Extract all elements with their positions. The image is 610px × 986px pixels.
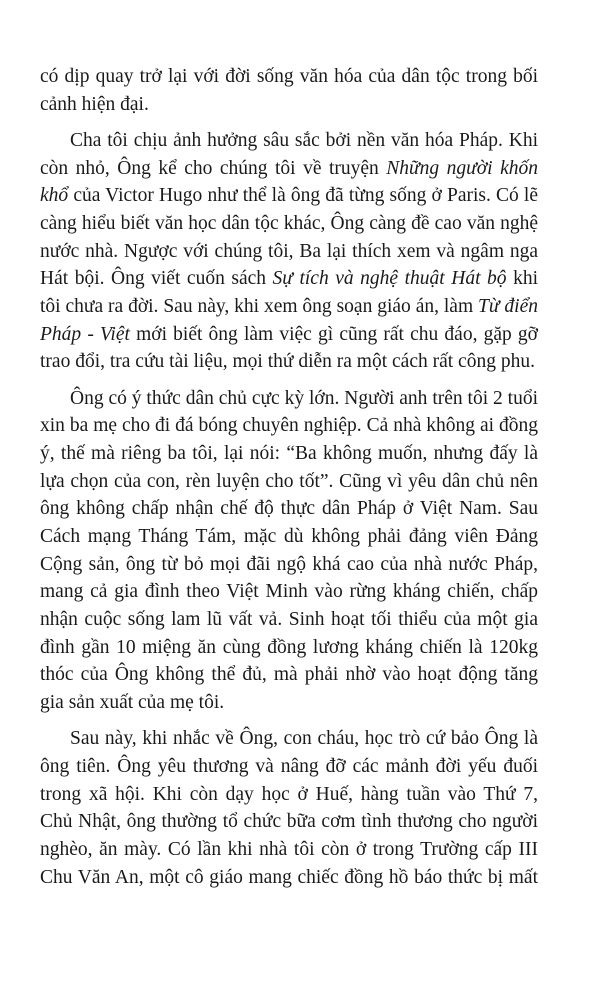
text-line (40, 265, 538, 293)
text-line (40, 348, 538, 376)
body-text: Cộng sản, ông từ bỏ mọi đãi ngộ khá cao của nhà nước Pháp, (40, 553, 538, 575)
book-page-body (40, 63, 538, 900)
text-line (40, 412, 538, 440)
text-line (40, 127, 538, 155)
italic-title-text: Sự tích và nghệ thuật Hát bộ (272, 268, 507, 290)
body-text: đình gần 10 miệng ăn cùng đồng lương kháng chiến là 120kg (40, 636, 538, 658)
body-text: Sau này, khi nhắc về Ông, con cháu, học trò cứ bảo Ông là (70, 728, 538, 750)
text-line (40, 238, 538, 266)
body-text: ý, thế mà riêng ba tôi, lại nói: “Ba không muốn, nhưng đấy là (40, 442, 538, 464)
body-text: mang cả gia đình theo Việt Minh vào rừng kháng chiến, chấp (40, 581, 538, 603)
body-text: ông không chấp nhận chế độ thực dân Pháp ở Việt Nam. Sau (40, 498, 538, 520)
body-text: Cha tôi chịu ảnh hưởng sâu sắc bởi nền văn hóa Pháp. Khi (70, 129, 538, 151)
body-text: Cách mạng Tháng Tám, mặc dù không phải đảng viên Đảng (40, 526, 538, 547)
body-text: gia sản xuất của mẹ tôi. (40, 692, 225, 714)
body-text: Hát bội. Ông viết cuốn sách (40, 268, 273, 290)
body-text: nước nhà. Ngược với chúng tôi, Ba lại thích xem và ngâm nga (40, 240, 538, 262)
body-text: Ông có ý thức dân chủ cực kỳ lớn. Người anh trên tôi 2 tuổi (70, 387, 538, 409)
body-text: càng hiểu biết văn học dân tộc khác, Ông càng đề cao văn nghệ (40, 212, 538, 234)
text-line (40, 836, 538, 864)
text-line (40, 661, 538, 689)
body-text: còn nhỏ, Ông kể cho chúng tôi về truyện (40, 157, 387, 179)
text-line (40, 753, 538, 781)
body-text: có dịp quay trở lại với đời sống văn hóa của dân tộc trong bối (40, 66, 538, 87)
text-line (40, 781, 538, 809)
body-text: của Victor Hugo như thể là ông đã từng sống ở Paris. Có lẽ (68, 185, 538, 207)
body-text: khi (506, 268, 539, 290)
italic-title-text: Từ điển (478, 296, 539, 317)
italic-title-text: khổ (40, 185, 69, 207)
text-line (40, 468, 538, 496)
body-text: mới biết ông làm việc gì cũng rất chu đáo, gặp gỡ (129, 323, 538, 345)
paragraph (40, 127, 538, 376)
italic-title-text: Những người khốn (386, 157, 538, 179)
body-text: ông tiên. Ông yêu thương và nâng đỡ các mảnh đời yếu đuối (40, 756, 538, 777)
body-text: cảnh hiện đại. (40, 93, 149, 115)
paragraph (40, 385, 538, 717)
paragraph (40, 63, 538, 118)
body-text: tôi chưa ra đời. Sau này, khi xem ông soạn giáo án, làm (40, 296, 479, 317)
italic-title-text: Pháp - Việt (40, 323, 130, 345)
text-line (40, 91, 538, 119)
text-line (40, 634, 538, 662)
body-text: lựa chọn của con, rèn luyện cho tốt”. Cũng vì yêu dân chủ nên (40, 470, 538, 492)
text-line (40, 523, 538, 551)
body-text: thóc của Ông không thể đủ, mà phải nhờ vào hoạt động tăng (40, 664, 538, 686)
body-text: nhận cuộc sống lam lũ vất vả. Sinh hoạt tối thiểu của một gia (40, 609, 538, 631)
text-line (40, 293, 538, 321)
text-line (40, 495, 538, 523)
text-line (40, 182, 538, 210)
text-line (40, 63, 538, 91)
text-line (40, 440, 538, 468)
body-text: trong xã hội. Khi còn dạy học ở Huế, hàng tuần vào Thứ 7, (40, 783, 538, 805)
text-line (40, 689, 538, 717)
text-line (40, 578, 538, 606)
body-text: xin ba mẹ cho đi đá bóng chuyên nghiệp. Cả nhà không ai đồng (40, 415, 538, 437)
text-line (40, 321, 538, 349)
text-line (40, 725, 538, 753)
text-line (40, 155, 538, 183)
body-text: trao đổi, tra cứu tài liệu, mọi thứ diễn ra một cách rất công phu. (40, 351, 535, 373)
text-line (40, 808, 538, 836)
text-line (40, 864, 538, 892)
text-line (40, 551, 538, 579)
paragraph (40, 725, 538, 891)
body-text: nghèo, ăn mày. Có lần khi nhà tôi còn ở trong Trường cấp III (40, 839, 538, 861)
text-line (40, 210, 538, 238)
body-text: Chu Văn An, một cô giáo mang chiếc đồng hồ báo thức bị mất (40, 866, 538, 888)
body-text: Chủ Nhật, ông thường tổ chức bữa cơm tình thương cho người (40, 811, 538, 833)
text-line (40, 606, 538, 634)
text-line (40, 385, 538, 413)
